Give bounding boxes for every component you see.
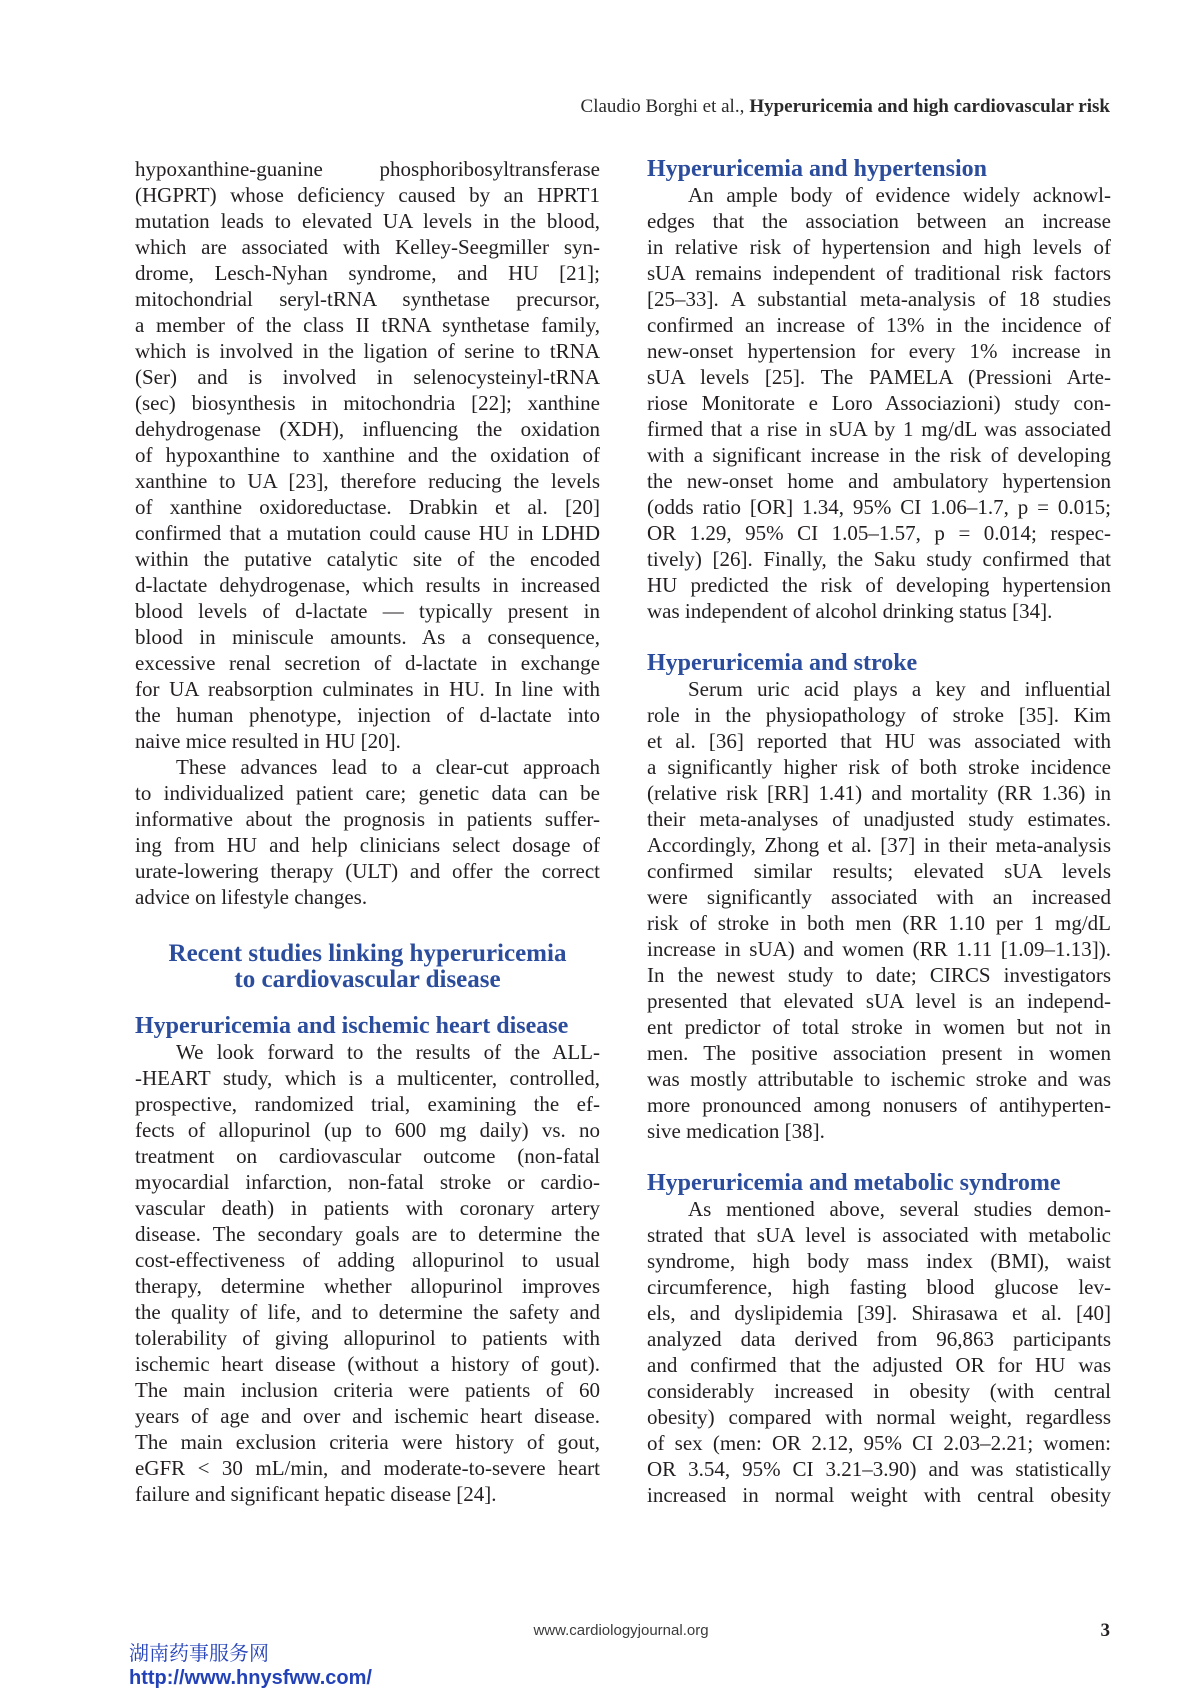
text-line xyxy=(135,780,600,806)
text-line-content: These advances lead to a clear-cut approach xyxy=(176,755,600,779)
text-line xyxy=(135,676,600,702)
text-line-content: sUA levels [25]. The PAMELA (Pressioni Arte- xyxy=(647,365,1111,389)
text-line xyxy=(135,1325,600,1351)
text-line xyxy=(135,1351,600,1377)
text-line-content: their meta-analyses of unadjusted study estimates. xyxy=(647,807,1111,831)
text-line xyxy=(135,260,600,286)
text-line-content: ent predictor of total stroke in women but not in xyxy=(647,1015,1111,1039)
text-line-content: ing from HU and help clinicians select dosage of xyxy=(135,833,600,857)
text-line-content: men. The positive association present in women xyxy=(647,1041,1111,1065)
text-line xyxy=(647,1456,1111,1482)
text-line xyxy=(647,1378,1111,1404)
text-line-content: cost-effectiveness of adding allopurinol to usual xyxy=(135,1248,600,1272)
paragraph xyxy=(135,1039,600,1507)
text-line-content: more pronounced among nonusers of antihyperten- xyxy=(647,1093,1111,1117)
text-line-content: An ample body of evidence widely acknowl- xyxy=(688,183,1111,207)
text-line-content: The main inclusion criteria were patients of 60 xyxy=(135,1378,600,1402)
text-line-content: advice on lifestyle changes. xyxy=(135,885,368,909)
text-line xyxy=(647,754,1111,780)
paragraph xyxy=(647,1196,1111,1508)
text-line xyxy=(647,1248,1111,1274)
text-line-content: We look forward to the results of the ALL- xyxy=(176,1040,600,1064)
text-line-content: the human phenotype, injection of d-lactate into xyxy=(135,703,600,727)
text-line xyxy=(647,728,1111,754)
text-line-content: therapy, determine whether allopurinol improves xyxy=(135,1274,600,1298)
text-line-content: considerably increased in obesity (with central xyxy=(647,1379,1111,1403)
text-line xyxy=(135,364,600,390)
text-line-content: d-lactate dehydrogenase, which results in increased xyxy=(135,573,600,597)
text-line xyxy=(135,1273,600,1299)
text-line xyxy=(647,598,1111,624)
section-heading xyxy=(135,941,600,993)
text-line xyxy=(135,858,600,884)
text-line xyxy=(647,936,1111,962)
text-line xyxy=(135,1065,600,1091)
text-line-content: treatment on cardiovascular outcome (non-fatal xyxy=(135,1144,600,1168)
text-line xyxy=(647,182,1111,208)
text-line xyxy=(135,1429,600,1455)
text-line-content: with a significant increase in the risk of developing xyxy=(647,443,1111,467)
paragraph xyxy=(647,182,1111,624)
text-line xyxy=(135,1455,600,1481)
text-line xyxy=(647,1014,1111,1040)
text-line xyxy=(135,884,600,910)
text-line-content: As mentioned above, several studies demon- xyxy=(688,1197,1111,1221)
text-line-content: -HEART study, which is a multicenter, controlled, xyxy=(135,1066,600,1090)
text-line xyxy=(135,520,600,546)
text-line-content: the new-onset home and ambulatory hypertension xyxy=(647,469,1111,493)
section-heading-line: Recent studies linking hyperuricemia xyxy=(168,940,567,967)
text-line-content: was independent of alcohol drinking status [34]. xyxy=(647,599,1053,623)
text-line-content: new-onset hypertension for every 1% increase in xyxy=(647,339,1111,363)
text-line-content: role in the physiopathology of stroke [35]. Kim xyxy=(647,703,1111,727)
text-line-content: drome, Lesch-Nyhan syndrome, and HU [21]; xyxy=(135,261,600,285)
text-line xyxy=(135,156,600,182)
text-line xyxy=(135,182,600,208)
text-line xyxy=(135,1195,600,1221)
text-line-content: dehydrogenase (XDH), influencing the oxidation xyxy=(135,417,600,441)
running-header-authors: Claudio Borghi et al., xyxy=(580,96,745,117)
text-line xyxy=(135,312,600,338)
watermark-site-name: 湖南药事服务网 xyxy=(129,1641,269,1665)
text-line xyxy=(647,1352,1111,1378)
text-line-content: mitochondrial seryl-tRNA synthetase precursor, xyxy=(135,287,600,311)
text-line-content: years of age and over and ischemic heart disease. xyxy=(135,1404,600,1428)
text-line-content: increase in sUA) and women (RR 1.11 [1.09–1.13]). xyxy=(647,937,1111,961)
text-line-content: (odds ratio [OR] 1.34, 95% CI 1.06–1.7, p = 0.015; xyxy=(647,495,1111,519)
text-line xyxy=(647,988,1111,1014)
text-line xyxy=(135,728,600,754)
text-line xyxy=(135,1091,600,1117)
text-line-content: mutation leads to elevated UA levels in the blood, xyxy=(135,209,600,233)
text-line-content: increased in normal weight with central obesity xyxy=(647,1483,1111,1507)
text-line-content: xanthine to UA [23], therefore reducing the levels xyxy=(135,469,600,493)
text-line xyxy=(647,260,1111,286)
text-line xyxy=(135,1117,600,1143)
text-line xyxy=(647,1430,1111,1456)
text-line-content: informative about the prognosis in patients suffer- xyxy=(135,807,600,831)
text-line xyxy=(647,1092,1111,1118)
text-line xyxy=(647,546,1111,572)
text-line xyxy=(647,1066,1111,1092)
text-line-content: prospective, randomized trial, examining the ef- xyxy=(135,1092,600,1116)
text-line xyxy=(135,702,600,728)
text-line-content: the quality of life, and to determine the safety and xyxy=(135,1300,600,1324)
text-line xyxy=(135,546,600,572)
text-line-content: within the putative catalytic site of the encoded xyxy=(135,547,600,571)
text-line-content: blood in miniscule amounts. As a consequence, xyxy=(135,625,600,649)
text-line-content: strated that sUA level is associated with metabolic xyxy=(647,1223,1111,1247)
text-line-content: a member of the class II tRNA synthetase family, xyxy=(135,313,600,337)
text-line xyxy=(647,1222,1111,1248)
text-line-content: eGFR < 30 mL/min, and moderate-to-severe heart xyxy=(135,1456,600,1480)
text-line xyxy=(135,832,600,858)
text-line-content: In the newest study to date; CIRCS investigators xyxy=(647,963,1111,987)
text-line xyxy=(135,1039,600,1065)
text-line-content: els, and dyslipidemia [39]. Shirasawa et al. [40] xyxy=(647,1301,1111,1325)
text-line xyxy=(647,390,1111,416)
text-line-content: in relative risk of hypertension and high levels of xyxy=(647,235,1111,259)
text-line xyxy=(647,234,1111,260)
text-line xyxy=(647,1196,1111,1222)
text-line xyxy=(647,676,1111,702)
text-line-content: a significantly higher risk of both stroke incidence xyxy=(647,755,1111,779)
text-line xyxy=(135,650,600,676)
text-line-content: Serum uric acid plays a key and influential xyxy=(688,677,1111,701)
text-line xyxy=(647,468,1111,494)
text-line-content: ischemic heart disease (without a history of gout). xyxy=(135,1352,600,1376)
text-line xyxy=(647,364,1111,390)
text-line xyxy=(647,1326,1111,1352)
text-line-content: (sec) biosynthesis in mitochondria [22]; xanthine xyxy=(135,391,600,415)
text-line-content: for UA reabsorption culminates in HU. In line with xyxy=(135,677,600,701)
text-line xyxy=(135,416,600,442)
text-line-content: circumference, high fasting blood glucose lev- xyxy=(647,1275,1111,1299)
subsection-heading-metabolic-syndrome: Hyperuricemia and metabolic syndrome xyxy=(647,1170,1061,1196)
text-line xyxy=(647,832,1111,858)
right-column xyxy=(647,156,1111,1508)
text-line-content: edges that the association between an increase xyxy=(647,209,1111,233)
running-header-title: Hyperuricemia and high cardiovascular risk xyxy=(749,96,1110,117)
text-line xyxy=(647,1040,1111,1066)
text-line xyxy=(135,338,600,364)
text-line xyxy=(647,312,1111,338)
page-number: 3 xyxy=(1100,1620,1110,1641)
text-line-content: urate-lowering therapy (ULT) and offer the correct xyxy=(135,859,600,883)
text-line xyxy=(647,1300,1111,1326)
text-line xyxy=(647,1404,1111,1430)
text-line-content: blood levels of d-lactate — typically present in xyxy=(135,599,600,623)
text-line xyxy=(647,1118,1111,1144)
watermark-site-url: http://www.hnysfww.com/ xyxy=(129,1667,372,1689)
paragraph xyxy=(647,676,1111,1144)
text-line xyxy=(647,572,1111,598)
text-line-content: of hypoxanthine to xanthine and the oxidation of xyxy=(135,443,600,467)
text-line-content: HU predicted the risk of developing hypertension xyxy=(647,573,1111,597)
text-line-content: OR 3.54, 95% CI 3.21–3.90) and was statistically xyxy=(647,1457,1111,1481)
text-line xyxy=(135,754,600,780)
text-line xyxy=(135,234,600,260)
subsection-heading-stroke: Hyperuricemia and stroke xyxy=(647,650,918,676)
left-column xyxy=(135,156,600,1507)
text-line xyxy=(135,208,600,234)
text-line xyxy=(135,1221,600,1247)
text-line-content: syndrome, high body mass index (BMI), waist xyxy=(647,1249,1111,1273)
text-line-content: tolerability of giving allopurinol to patients with xyxy=(135,1326,600,1350)
text-line-content: fects of allopurinol (up to 600 mg daily) vs. no xyxy=(135,1118,600,1142)
text-line-content: firmed that a rise in sUA by 1 mg/dL was associated xyxy=(647,417,1111,441)
text-line-content: riose Monitorate e Loro Associazioni) study con- xyxy=(647,391,1111,415)
text-line xyxy=(135,1299,600,1325)
section-heading-line: to cardiovascular disease xyxy=(234,966,501,993)
text-line-content: which is involved in the ligation of serine to tRNA xyxy=(135,339,600,363)
text-line xyxy=(135,286,600,312)
text-line xyxy=(647,286,1111,312)
text-line xyxy=(647,858,1111,884)
footer-journal-url: www.cardiologyjournal.org xyxy=(533,1622,709,1639)
text-line xyxy=(647,338,1111,364)
text-line xyxy=(135,1481,600,1507)
text-line-content: myocardial infarction, non-fatal stroke or cardio- xyxy=(135,1170,600,1194)
text-line xyxy=(647,1482,1111,1508)
text-line-content: presented that elevated sUA level is an independ- xyxy=(647,989,1111,1013)
text-line-content: sUA remains independent of traditional risk factors xyxy=(647,261,1111,285)
text-line-content: were significantly associated with an increased xyxy=(647,885,1111,909)
text-line xyxy=(647,520,1111,546)
text-line-content: disease. The secondary goals are to determine the xyxy=(135,1222,600,1246)
text-line xyxy=(135,806,600,832)
text-line xyxy=(647,494,1111,520)
text-line-content: failure and significant hepatic disease [24]. xyxy=(135,1482,497,1506)
paragraph-continued xyxy=(135,156,600,754)
text-line xyxy=(647,884,1111,910)
text-line-content: of sex (men: OR 2.12, 95% CI 2.03–2.21; women: xyxy=(647,1431,1111,1455)
text-line-content: tively) [26]. Finally, the Saku study confirmed that xyxy=(647,547,1111,571)
text-line-content: of xanthine oxidoreductase. Drabkin et al. [20] xyxy=(135,495,600,519)
text-line-content: hypoxanthine-guanine phosphoribosyltransferase xyxy=(135,157,600,181)
text-line xyxy=(135,468,600,494)
text-line xyxy=(135,1377,600,1403)
text-line-content: (HGPRT) whose deficiency caused by an HPRT1 xyxy=(135,183,600,207)
text-line xyxy=(647,780,1111,806)
subsection-heading-hypertension: Hyperuricemia and hypertension xyxy=(647,156,987,182)
text-line-content: (Ser) and is involved in selenocysteinyl-tRNA xyxy=(135,365,600,389)
text-line xyxy=(647,702,1111,728)
text-line-content: vascular death) in patients with coronary artery xyxy=(135,1196,600,1220)
subsection-heading-ischemic-heart-disease: Hyperuricemia and ischemic heart disease xyxy=(135,1013,569,1039)
text-line xyxy=(647,442,1111,468)
text-line xyxy=(647,910,1111,936)
text-line-content: to individualized patient care; genetic data can be xyxy=(135,781,600,805)
text-line-content: et al. [36] reported that HU was associated with xyxy=(647,729,1111,753)
text-line-content: sive medication [38]. xyxy=(647,1119,825,1143)
text-line-content: naive mice resulted in HU [20]. xyxy=(135,729,401,753)
text-line-content: Accordingly, Zhong et al. [37] in their meta-analysis xyxy=(647,833,1111,857)
text-line xyxy=(135,1403,600,1429)
text-line xyxy=(135,1247,600,1273)
paragraph xyxy=(135,754,600,910)
text-line xyxy=(647,208,1111,234)
text-line xyxy=(135,1143,600,1169)
text-line xyxy=(135,442,600,468)
text-line-content: confirmed similar results; elevated sUA levels xyxy=(647,859,1111,883)
text-line xyxy=(135,1169,600,1195)
text-line xyxy=(647,806,1111,832)
text-line-content: and confirmed that the adjusted OR for HU was xyxy=(647,1353,1111,1377)
text-line xyxy=(135,598,600,624)
text-line xyxy=(647,416,1111,442)
text-line-content: analyzed data derived from 96,863 participants xyxy=(647,1327,1111,1351)
text-line xyxy=(135,390,600,416)
text-line-content: confirmed an increase of 13% in the incidence of xyxy=(647,313,1111,337)
text-line-content: was mostly attributable to ischemic stroke and was xyxy=(647,1067,1111,1091)
text-line xyxy=(135,572,600,598)
text-line-content: The main exclusion criteria were history of gout, xyxy=(135,1430,600,1454)
text-line-content: risk of stroke in both men (RR 1.10 per 1 mg/dL xyxy=(647,911,1111,935)
text-line-content: [25–33]. A substantial meta-analysis of 18 studies xyxy=(647,287,1111,311)
text-line xyxy=(647,1274,1111,1300)
text-line xyxy=(135,494,600,520)
text-line-content: excessive renal secretion of d-lactate in exchange xyxy=(135,651,600,675)
text-line-content: OR 1.29, 95% CI 1.05–1.57, p = 0.014; respec- xyxy=(647,521,1111,545)
text-line xyxy=(647,962,1111,988)
text-line-content: confirmed that a mutation could cause HU in LDHD xyxy=(135,521,600,545)
text-line-content: obesity) compared with normal weight, regardless xyxy=(647,1405,1111,1429)
text-line xyxy=(135,624,600,650)
text-line-content: which are associated with Kelley-Seegmiller syn- xyxy=(135,235,600,259)
text-line-content: (relative risk [RR] 1.41) and mortality (RR 1.36) in xyxy=(647,781,1111,805)
running-header xyxy=(581,95,1110,119)
